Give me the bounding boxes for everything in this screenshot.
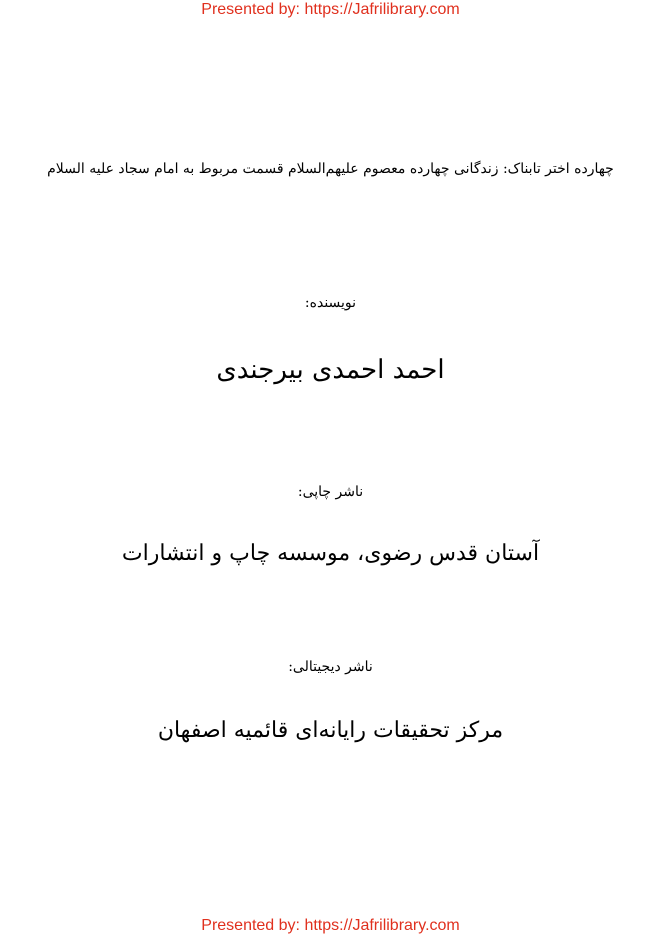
digital-publisher-name: مرکز تحقیقات رایانه‌ای قائمیه اصفهان	[157, 718, 504, 743]
footer-banner-link[interactable]: Presented by: https://Jafrilibrary.com	[201, 917, 460, 934]
author-name: احمد احمدی بیرجندی	[216, 355, 445, 385]
author-label: نویسنده:	[304, 295, 357, 311]
print-publisher-name: آستان قدس رضوی، موسسه چاپ و انتشارات	[121, 541, 540, 566]
digital-publisher-label: ناشر دیجیتالی:	[288, 659, 373, 675]
print-publisher-label: ناشر چاپی:	[297, 484, 364, 500]
header-banner-link[interactable]: Presented by: https://Jafrilibrary.com	[201, 1, 460, 18]
book-title: چهارده اختر تابناک: زندگانی چهارده معصوم علیهم‌السلام قسمت مربوط به امام سجاد علیه السلام	[47, 161, 614, 177]
